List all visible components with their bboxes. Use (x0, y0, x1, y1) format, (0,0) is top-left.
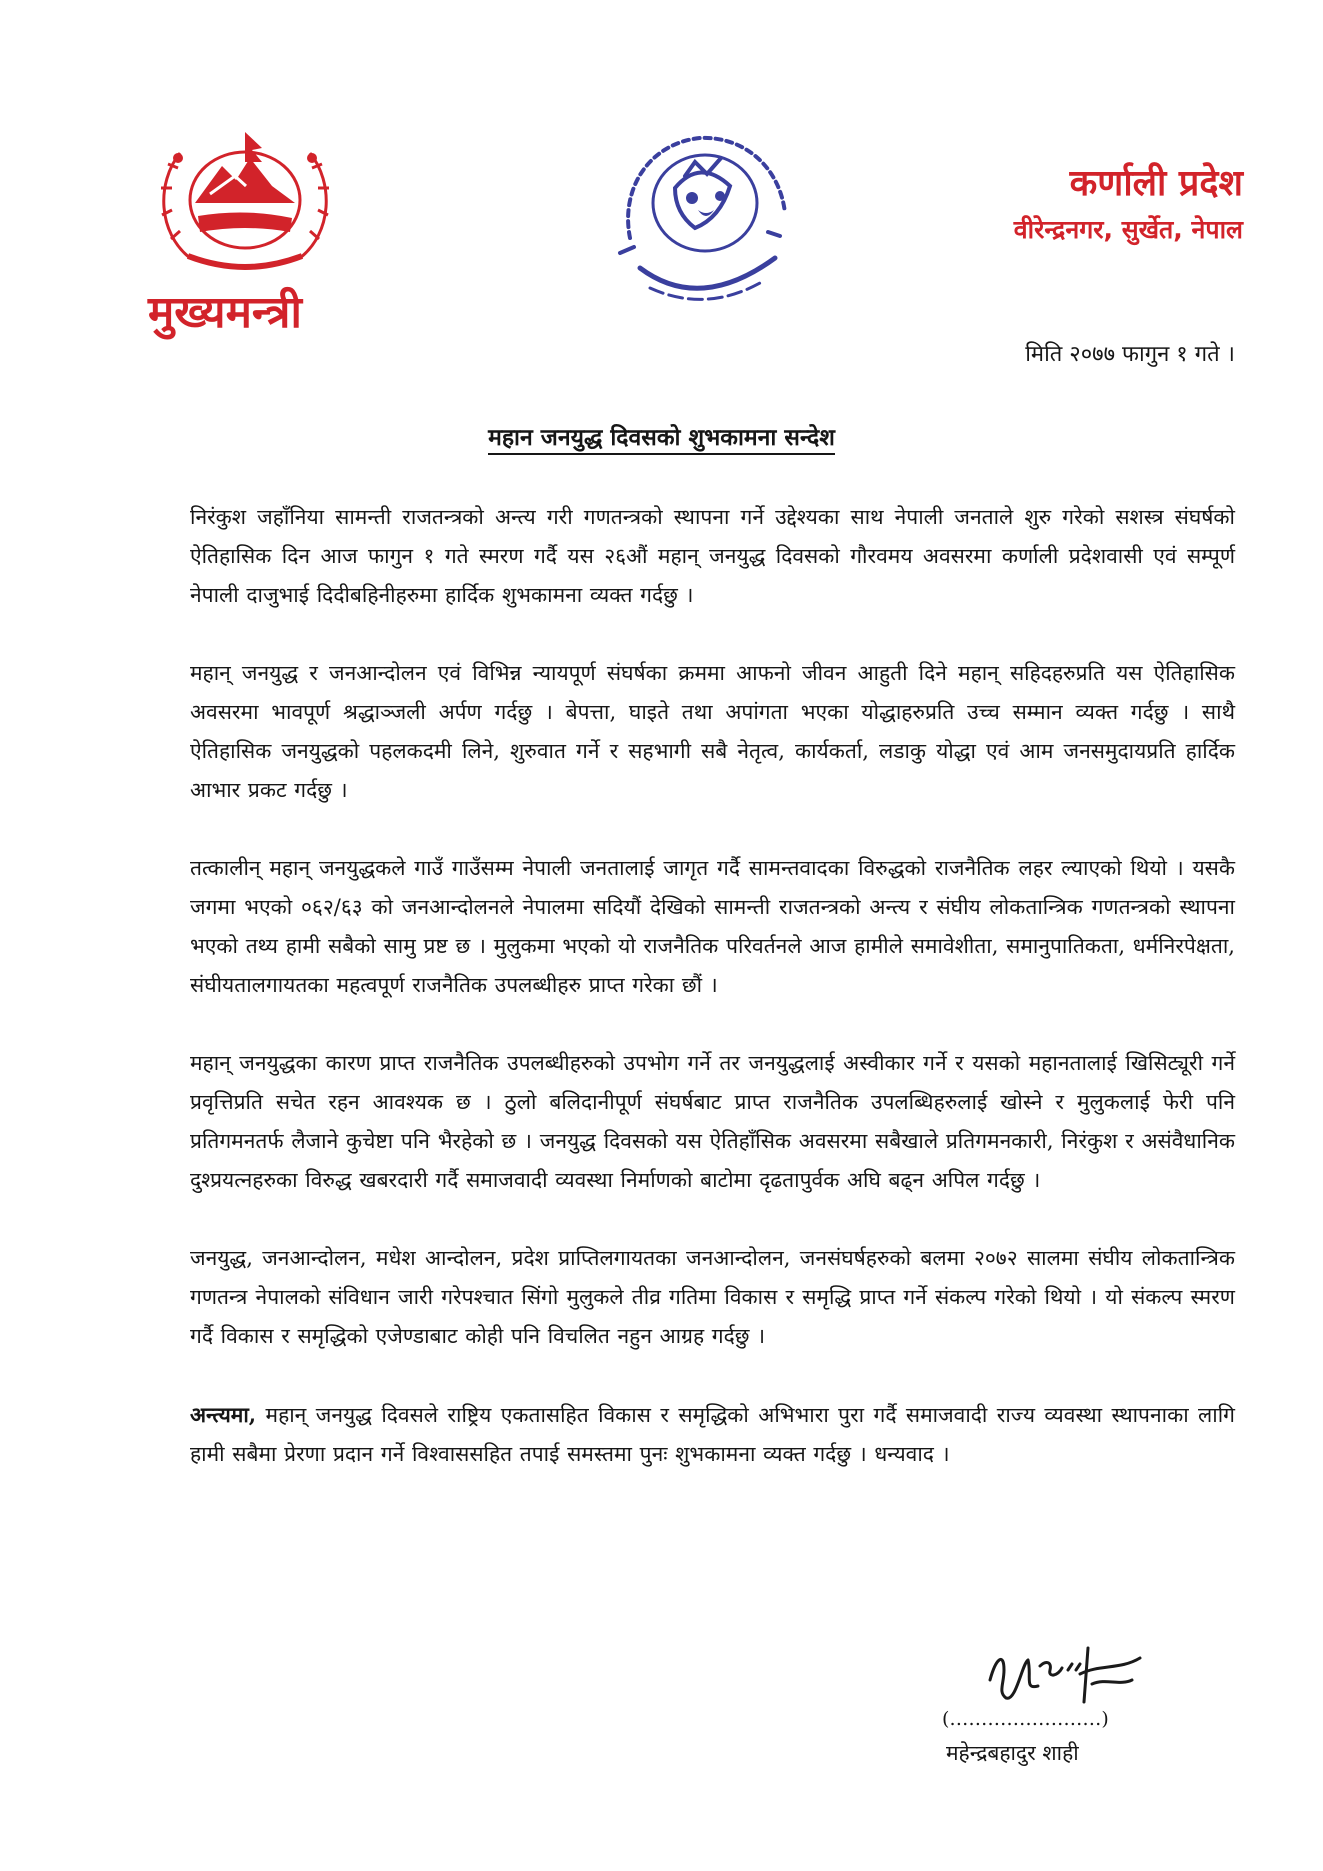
paragraph-closing (190, 1395, 1235, 1474)
paragraph-4: महान् जनयुद्धका कारण प्राप्त राजनैतिक उपलब्धीहरुको उपभोग गर्ने तर जनयुद्धलाई अस्वीकार गर्ने र यसको महानतालाई खिसिट्यूरी गर्ने प्रवृत्तिप्रति सचेत रहन आवश्यक छ । ठुलो बलिदानीपूर्ण संघर्षबाट प्राप्त राजनैतिक उपलब्धिहरुलाई खोस्ने र मुलुकलाई फेरी पनि प्रतिगमनतर्फ लैजाने कुचेष्टा पनि भैरहेको छ । जनयुद्ध दिवसको यस ऐतिहाँसिक अवसरमा सबैखाले प्रतिगमनकारी, निरंकुश र असंवैधानिक दुश्प्रयत्नहरुका विरुद्ध खबरदारी गर्दै समाजवादी व्यवस्था निर्माणको बाटोमा दृढतापुर्वक अघि बढ्न अपिल गर्दछु । (190, 1051, 1235, 1192)
signatory-name: महेन्द्रबहादुर शाही (946, 1741, 1079, 1765)
office-title: मुख्यमन्त्री (148, 287, 302, 338)
letter-body (190, 498, 1235, 1513)
paragraph-5: जनयुद्ध, जनआन्दोलन, मधेश आन्दोलन, प्रदेश प्राप्तिलगायतका जनआन्दोलन, जनसंघर्षहरुको बलमा २०७२ सालमा संघीय लोकतान्त्रिक गणतन्त्र नेपालको संविधान जारी गरेपश्चात सिंगो मुलुकले तीव्र गतिमा विकास र समृद्धि प्राप्त गर्ने संकल्प गरेको थियो । यो संकल्प स्मरण गर्दै विकास र समृद्धिको एजेण्डाबाट कोही पनि विचलित नहुन आग्रह गर्दछु । (190, 1246, 1235, 1348)
province-name: कर्णाली प्रदेश (1069, 163, 1243, 204)
letter-subject (0, 422, 1323, 454)
province-address: वीरेन्द्रनगर, सुर्खेत, नेपाल (1013, 215, 1243, 244)
letter-subject-text: महान जनयुद्ध दिवसको शुभकामना सन्देश (488, 424, 835, 455)
paragraph-1: निरंकुश जहाँनिया सामन्ती राजतन्त्रको अन्त्य गरी गणतन्त्रको स्थापना गर्ने उद्देश्यका साथ नेपाली जनताले शुरु गरेको सशस्त्र संघर्षको ऐतिहासिक दिन आज फागुन १ गते स्मरण गर्दै यस २६औं महान् जनयुद्ध दिवसको गौरवमय अवसरमा कर्णाली प्रदेशवासी एवं सम्पूर्ण नेपाली दाजुभाई दिदीबहिनीहरुमा हार्दिक शुभकामना व्यक्त गर्दछु । (190, 505, 1235, 607)
nepal-national-emblem-icon (150, 128, 340, 278)
paragraph-3: तत्कालीन् महान् जनयुद्धकले गाउँ गाउँसम्म नेपाली जनतालाई जागृत गर्दै सामन्तवादका विरुद्धको राजनैतिक लहर ल्याएको थियो । यसकै जगमा भएको ०६२/६३ को जनआन्दोलनले नेपालमा सदियौं देखिको सामन्ती राजतन्त्रको अन्त्य र संघीय लोकतान्त्रिक गणतन्त्रको स्थापना भएको तथ्य हामी सबैको सामु प्रष्ट छ । मुलुकमा भएको यो राजनैतिक परिवर्तनले आज हामीले समावेशीता, समानुपातिकता, धर्मनिरपेक्षता, संघीयतालगायतका महत्वपूर्ण राजनैतिक उपलब्धीहरु प्राप्त गरेका छौं । (190, 856, 1235, 997)
paragraph-2: महान् जनयुद्ध र जनआन्दोलन एवं विभिन्न न्यायपूर्ण संघर्षका क्रममा आफनो जीवन आहुती दिने महान् सहिदहरुप्रति यस ऐतिहासिक अवसरमा भावपूर्ण श्रद्धाञ्जली अर्पण गर्दछु । बेपत्ता, घाइते तथा अपांगता भएका योद्धाहरुप्रति उच्च सम्मान व्यक्त गर्दछु । साथै ऐतिहासिक जनयुद्धको पहलकदमी लिने, शुरुवात गर्ने र सहभागी सबै नेतृत्व, कार्यकर्ता, लडाकु योद्धा एवं आम जनसमुदायप्रति हार्दिक आभार प्रकट गर्दछु । (190, 661, 1235, 802)
closing-lead: अन्त्यमा, (190, 1402, 257, 1427)
karnali-government-seal-icon (580, 118, 820, 318)
closing-text: महान् जनयुद्ध दिवसले राष्ट्रिय एकतासहित विकास र समृद्धिको अभिभारा पुरा गर्दै समाजवादी राज्य व्यवस्था स्थापनाका लागि हामी सबैमा प्रेरणा प्रदान गर्ने विश्वाससहित तपाई समस्तमा पुनः शुभकामना व्यक्त गर्दछु । धन्यवाद । (190, 1403, 1235, 1466)
letter-date: मिति २०७७ फागुन १ गते । (1025, 342, 1235, 367)
signature-line: (……………………) (942, 1708, 1109, 1730)
handwritten-signature-icon (980, 1640, 1180, 1708)
